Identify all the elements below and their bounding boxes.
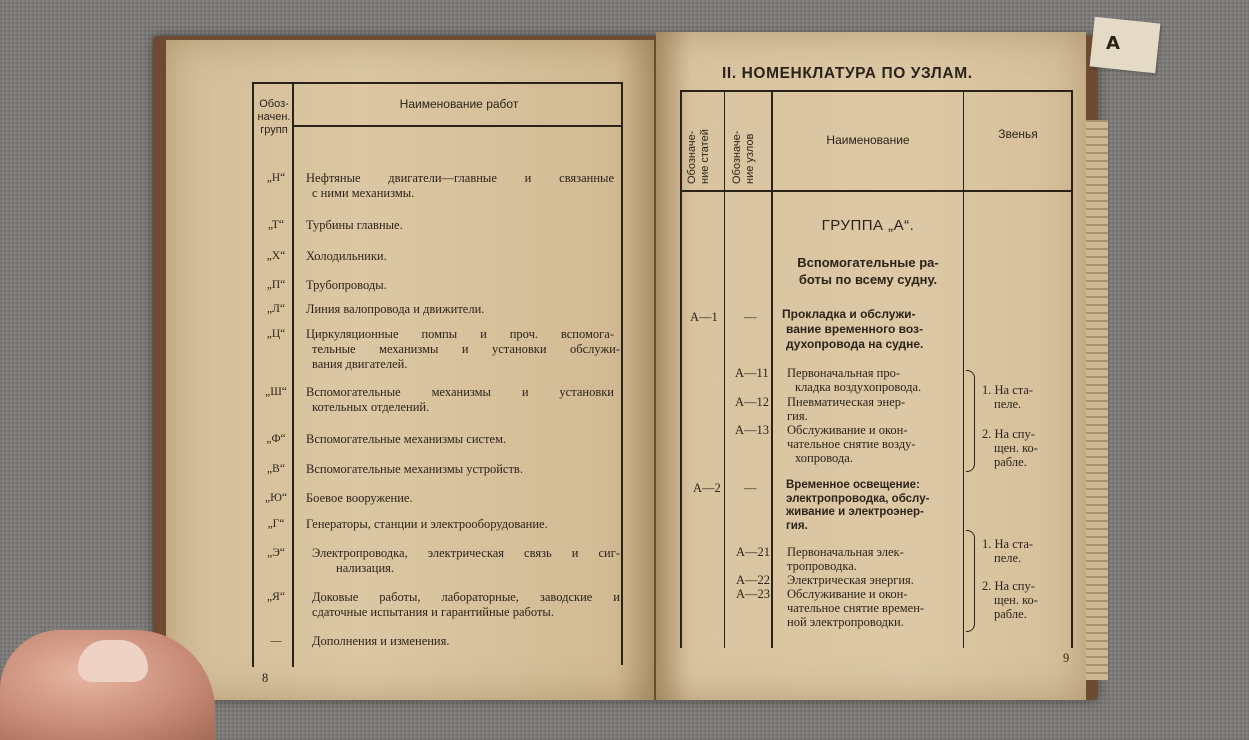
- item-a11-text: Первоначальная про- кладка воздухопровода.: [787, 366, 922, 394]
- item-a13-text: Обслуживание и окон- чательное снятие возду- хопровода.: [787, 423, 916, 465]
- group-name: [312, 634, 624, 649]
- item-a13-code: А—13: [735, 423, 770, 437]
- left-table-left-rule: [252, 82, 254, 667]
- group-name-line: Трубопроводы.: [306, 278, 387, 292]
- group-code: „Г“: [267, 518, 285, 530]
- group-code: „Э“: [267, 547, 285, 559]
- group-name-line: Нефтяные двигатели—главные и связанные: [306, 171, 614, 185]
- item-a12-code: А—12: [735, 395, 770, 409]
- group-name: [306, 278, 618, 293]
- group-name: [312, 590, 624, 620]
- group-name: [306, 218, 618, 233]
- group-name: [306, 385, 618, 415]
- right-page-title: II. НОМЕНКЛАТУРА ПО УЗЛАМ.: [722, 65, 973, 82]
- right-header-col4: Звенья: [998, 127, 1038, 141]
- group-name: [306, 432, 618, 447]
- item-a21-code: А—21: [736, 545, 771, 559]
- item-a22-text: Электрическая энергия.: [787, 573, 914, 587]
- group-name-line: Турбины главные.: [306, 218, 403, 232]
- item-a23-code: А—23: [736, 587, 771, 601]
- thumb-nail: [78, 640, 148, 682]
- group-name: [306, 249, 618, 264]
- index-tab-letter: А: [1106, 33, 1120, 54]
- group-name-line: вания двигателей.: [312, 357, 408, 371]
- right-table-header-rule: [680, 190, 1072, 192]
- page-edges: [1086, 120, 1108, 680]
- group-subtitle: Вспомогательные ра- боты по всему судну.: [797, 255, 939, 287]
- section1-title: Прокладка и обслужи- вание временного воз- духопровода на судне.: [782, 307, 924, 351]
- group-name-line: Линия валопровода и движители.: [306, 302, 485, 316]
- group-code: „Я“: [267, 591, 285, 603]
- index-tab: [1090, 17, 1161, 74]
- right-header-col1: Обозначе- ние статей: [686, 129, 711, 184]
- group-name-line: Доковые работы, лабораторные, заводские и: [312, 590, 620, 604]
- right-table-divider-3: [963, 90, 964, 648]
- group-code: „Ф“: [266, 433, 286, 445]
- right-table-divider-1: [724, 90, 725, 648]
- group-name-line: Электропроводка, электрическая связь и сиг-: [312, 546, 620, 560]
- item-a23-text: Обслуживание и окон- чательное снятие времен- ной электропроводки.: [787, 587, 925, 629]
- group-name-line: Боевое вооружение.: [306, 491, 413, 505]
- group-code: „Л“: [266, 303, 285, 315]
- section1-link-1: 1. На ста- пеле.: [982, 383, 1034, 411]
- group-code: „Т“: [267, 219, 285, 231]
- left-table-header-rule: [293, 125, 623, 127]
- group-name-line: Циркуляционные помпы и проч. вспомога-: [306, 327, 614, 341]
- group-name: [312, 546, 624, 576]
- group-name-line: Дополнения и изменения.: [312, 634, 450, 648]
- group-code: „Ц“: [266, 328, 286, 340]
- group-title: ГРУППА „А“.: [821, 217, 915, 234]
- left-table-divider: [292, 82, 294, 667]
- section2-title: Временное освещение: электропроводка, обслу- живание и электроэнер- гия.: [786, 479, 930, 532]
- item-a22-code: А—22: [736, 573, 771, 587]
- group-code: „Н“: [266, 172, 286, 184]
- group-code: „В“: [267, 463, 285, 475]
- group-code: „П“: [266, 279, 286, 291]
- group-name: [306, 462, 618, 477]
- right-header-col3: Наименование: [826, 133, 910, 147]
- group-name: [306, 302, 618, 317]
- group-name-line: котельных отделений.: [312, 400, 430, 414]
- left-table-top-rule: [252, 82, 622, 84]
- group-name-line: с ними механизмы.: [312, 186, 415, 200]
- right-table-divider-2: [771, 90, 773, 648]
- item-a12-text: Пневматическая энер- гия.: [787, 395, 906, 423]
- group-code: „Ю“: [264, 492, 288, 504]
- group-name-line: Вспомогательные механизмы систем.: [306, 432, 507, 446]
- group-name: [306, 171, 618, 201]
- section2-link-2: 2. На спу- щен. ко- рабле.: [982, 579, 1038, 621]
- right-table-left-rule: [680, 90, 682, 648]
- right-page-number: 9: [1063, 651, 1070, 665]
- section1-brace: [966, 370, 975, 472]
- section2-dash: —: [744, 481, 757, 495]
- group-name-line: тельные механизмы и установки обслужи-: [312, 342, 620, 356]
- section2-brace: [966, 530, 975, 632]
- group-name-line: Генераторы, станции и электрооборудование.: [306, 517, 548, 531]
- group-code: „Ш“: [265, 386, 287, 398]
- group-name: [306, 327, 618, 372]
- left-header-code: Обоз- начен. групп: [257, 98, 291, 136]
- left-header-name: Наименование работ: [399, 97, 519, 111]
- group-name-line: сдаточные испытания и гарантийные работы.: [312, 605, 554, 619]
- group-name-line: Вспомогательные механизмы и установки: [306, 385, 614, 399]
- group-code: —: [270, 635, 282, 647]
- group-code: „Х“: [266, 250, 286, 262]
- section1-link-2: 2. На спу- щен. ко- рабле.: [982, 427, 1038, 469]
- right-table-top-rule: [680, 90, 1072, 92]
- group-name: [306, 517, 618, 532]
- item-a21-text: Первоначальная элек- тропроводка.: [787, 545, 904, 573]
- group-name-line: Вспомогательные механизмы устройств.: [306, 462, 523, 476]
- group-name-line: нализация.: [336, 561, 395, 575]
- group-name-line: Холодильники.: [306, 249, 387, 263]
- section2-code: А—2: [693, 481, 721, 495]
- left-page-number: 8: [262, 671, 269, 685]
- right-header-col2: Обозначе- ние узлов: [731, 130, 756, 184]
- group-name: [306, 491, 618, 506]
- item-a11-code: А—11: [735, 366, 769, 380]
- left-table-right-rule: [621, 82, 623, 665]
- section1-dash: —: [744, 310, 757, 324]
- section1-code: А—1: [690, 310, 718, 324]
- right-table-right-rule: [1071, 90, 1073, 648]
- section2-link-1: 1. На ста- пеле.: [982, 537, 1034, 565]
